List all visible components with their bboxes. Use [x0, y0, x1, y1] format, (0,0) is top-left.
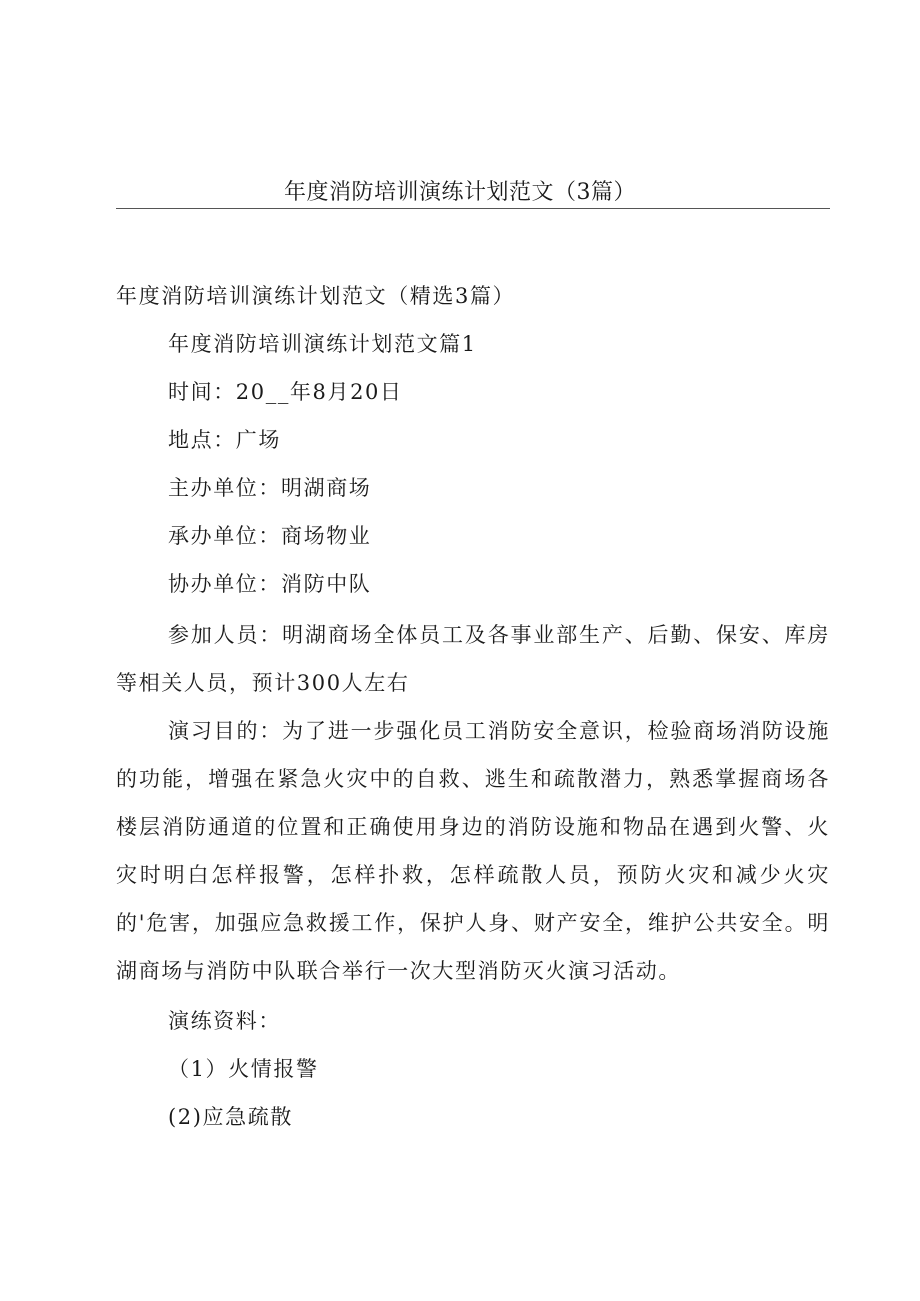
title-underline [116, 208, 830, 209]
drill-content-label: 演练资料： [168, 1009, 281, 1033]
co-organizer-line: 协办单位：消防中队 [168, 572, 372, 596]
document-subtitle: 年度消防培训演练计划范文（精选3篇） [116, 284, 516, 308]
document-title: 年度消防培训演练计划范文（3篇） [284, 180, 636, 205]
section-heading: 年度消防培训演练计划范文篇1 [168, 332, 477, 356]
participants-paragraph: 参加人员：明湖商场全体员工及各事业部生产、后勤、保安、库房等相关人员，预计300人左右 [116, 623, 830, 695]
organizer-line: 主办单位：明湖商场 [168, 476, 372, 500]
drill-item-fire-alarm: （1）火情报警 [168, 1057, 319, 1081]
time-line: 时间：20__年8月20日 [168, 380, 403, 404]
undertaker-line: 承办单位：商场物业 [168, 524, 372, 548]
drill-item-evacuation: (2)应急疏散 [168, 1105, 293, 1129]
purpose-paragraph: 演习目的：为了进一步强化员工消防安全意识，检验商场消防设施的功能，增强在紧急火灾中的自救、逃生和疏散潜力，熟悉掌握商场各楼层消防通道的位置和正确使用身边的消防设施和物品在遇到火警、火灾时明白怎样报警，怎样扑救，怎样疏散人员，预防火灾和减少火灾的'危害，加强应急救援工作，保护人身、财产安全，维护公共安全。明湖商场与消防中队联合举行一次大型消防灭火演习活动。 [116, 719, 830, 983]
location-line: 地点：广场 [168, 428, 281, 452]
